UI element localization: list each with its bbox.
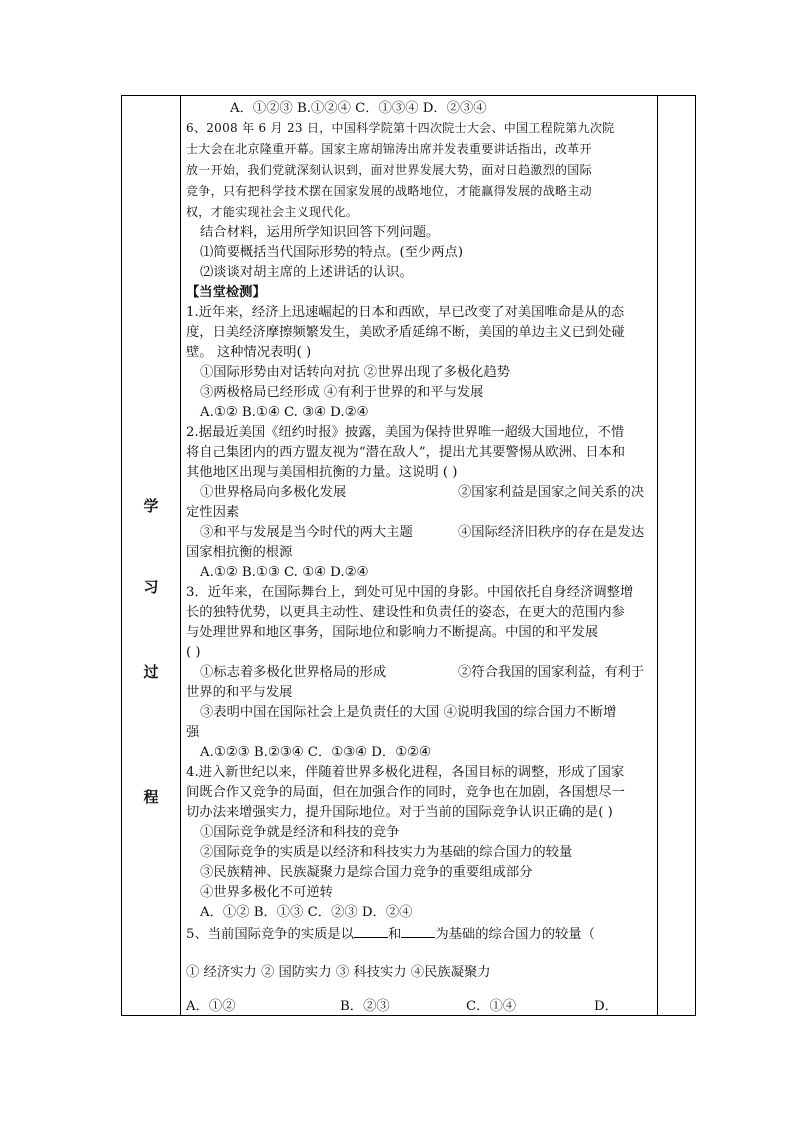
q5-stem-mid: 和 <box>388 927 402 942</box>
text-line: 将自己集团内的西方盟友视为“潜在敌人”，提出尤其要警惕从欧洲、日本和 <box>186 445 626 460</box>
answer-blank-2 <box>401 925 435 938</box>
text-line: 放一开始，我们党就深刻认识到，面对世界发展大势，面对日趋激烈的国际 <box>186 163 592 177</box>
text-line: 长的独特优势，以更具主动性、建设性和负责任的姿态，在更大的范围内参 <box>186 605 625 620</box>
answer-blank-1 <box>354 925 388 938</box>
text-line: ②符合我国的国家利益，有利于 <box>458 665 645 680</box>
text-line: ③表明中国在国际社会上是负责任的大国 ④说明我国的综合国力不断增 <box>200 705 617 720</box>
side-label-char: 程 <box>143 788 159 806</box>
text-line: 强 <box>186 725 200 740</box>
text-line: ③民族精神、民族凝聚力是综合国力竞争的重要组成部分 <box>200 865 533 880</box>
text-line: 国家相抗衡的根源 <box>186 545 293 560</box>
text-line: 2.据最近美国《纽约时报》披露，美国为保持世界唯一超级大国地位，不惜 <box>186 425 625 440</box>
text-line: 4.进入新世纪以来，伴随着世界多极化进程，各国目标的调整，形成了国家 <box>186 765 625 780</box>
text-line: 士大会在北京隆重开幕。国家主席胡锦涛出席并发表重要讲话指出，改革开 <box>186 142 592 156</box>
text-line: 3．近年来，在国际舞台上，到处可见中国的身影。中国依托自身经济调整增 <box>186 585 634 600</box>
column-divider-left <box>180 96 181 1015</box>
text-line: ⑵谈谈对胡主席的上述讲话的认识。 <box>200 265 413 280</box>
text-line: ( ) <box>186 645 201 660</box>
side-label-char: 过 <box>143 663 159 681</box>
q5-answer-c: C．①④ <box>466 999 517 1014</box>
text-line: 度，日美经济摩擦频繁发生，美欧矛盾延绵不断，美国的单边主义已到处碰 <box>186 325 625 340</box>
side-label-char: 习 <box>143 578 159 596</box>
text-line: 间既合作又竞争的局面，但在加强合作的同时，竞争也在加剧，各国想尽一 <box>186 785 625 800</box>
text-line: ③和平与发展是当今时代的两大主题 <box>200 525 413 540</box>
text-line: 定性因素 <box>186 505 240 520</box>
text-line: 结合材料，运用所学知识回答下列问题。 <box>200 225 440 240</box>
text-line: ①世界格局向多极化发展 <box>200 485 347 500</box>
text-line: 竞争，只有把科学技术摆在国家发展的战略地位，才能赢得发展的战略主动 <box>186 184 592 198</box>
q5-answer-b: B．②③ <box>340 999 390 1014</box>
q5-stem-prefix: 5、当前国际竞争的实质是以 <box>186 927 355 942</box>
q5-stem-suffix: 为基础的综合国力的较量（ <box>435 927 595 942</box>
text-line: ②国际竞争的实质是以经济和科技实力为基础的综合国力的较量 <box>200 845 573 860</box>
text-line: A．①②③ B.①②④ C．①③④ D．②③④ <box>230 101 487 116</box>
text-line: 壁。 这种情况表明( ) <box>186 345 312 360</box>
text-line: 【当堂检测】 <box>186 285 266 300</box>
q5-stem <box>186 925 595 945</box>
text-line: 权，才能实现社会主义现代化。 <box>186 205 359 219</box>
q5-answer-d: D． <box>594 999 618 1014</box>
text-line: A.①②③ B.②③④ C．①③④ D．①②④ <box>200 745 431 760</box>
text-line: ④世界多极化不可逆转 <box>200 885 333 900</box>
column-divider-right <box>657 96 658 1015</box>
text-line: ④国际经济旧秩序的存在是发达 <box>458 525 645 540</box>
text-line: A.①② B.①④ C. ③④ D.②④ <box>200 405 369 420</box>
text-line: ⑴简要概括当代国际形势的特点。(至少两点) <box>200 245 464 260</box>
text-line: 与处理世界和地区事务，国际地位和影响力不断提高。中国的和平发展 <box>186 625 599 640</box>
text-line: 世界的和平与发展 <box>186 685 293 700</box>
text-line: 6、2008 年 6 月 23 日，中国科学院第十四次院士大会、中国工程院第九次院 <box>186 121 615 135</box>
text-line: A．①② B．①③ C．②③ D．②④ <box>200 905 413 920</box>
text-line: ①国际竞争就是经济和科技的竞争 <box>200 825 400 840</box>
text-line: 1.近年来，经济上迅速崛起的日本和西欧，早已改变了对美国唯命是从的态 <box>186 305 625 320</box>
text-line: 其他地区出现与美国相抗衡的力量。这说明 ( ) <box>186 465 458 480</box>
q5-answer-a: A．①② <box>186 999 236 1014</box>
text-line: ③两极格局已经形成 ④有利于世界的和平与发展 <box>200 385 484 400</box>
text-line: ②国家利益是国家之间关系的决 <box>458 485 645 500</box>
text-line: A.①② B.①③ C. ①④ D.②④ <box>200 565 369 580</box>
text-line: ①国际形势由对话转向对抗 ②世界出现了多极化趋势 <box>200 365 511 380</box>
side-label-char: 学 <box>143 497 159 515</box>
q5-options: ① 经济实力 ② 国防实力 ③ 科技实力 ④民族凝聚力 <box>186 965 491 980</box>
text-line: 切办法来增强实力，提升国际地位。对于当前的国际竞争认识正确的是( ) <box>186 805 613 820</box>
text-line: ①标志着多极化世界格局的形成 <box>200 665 387 680</box>
